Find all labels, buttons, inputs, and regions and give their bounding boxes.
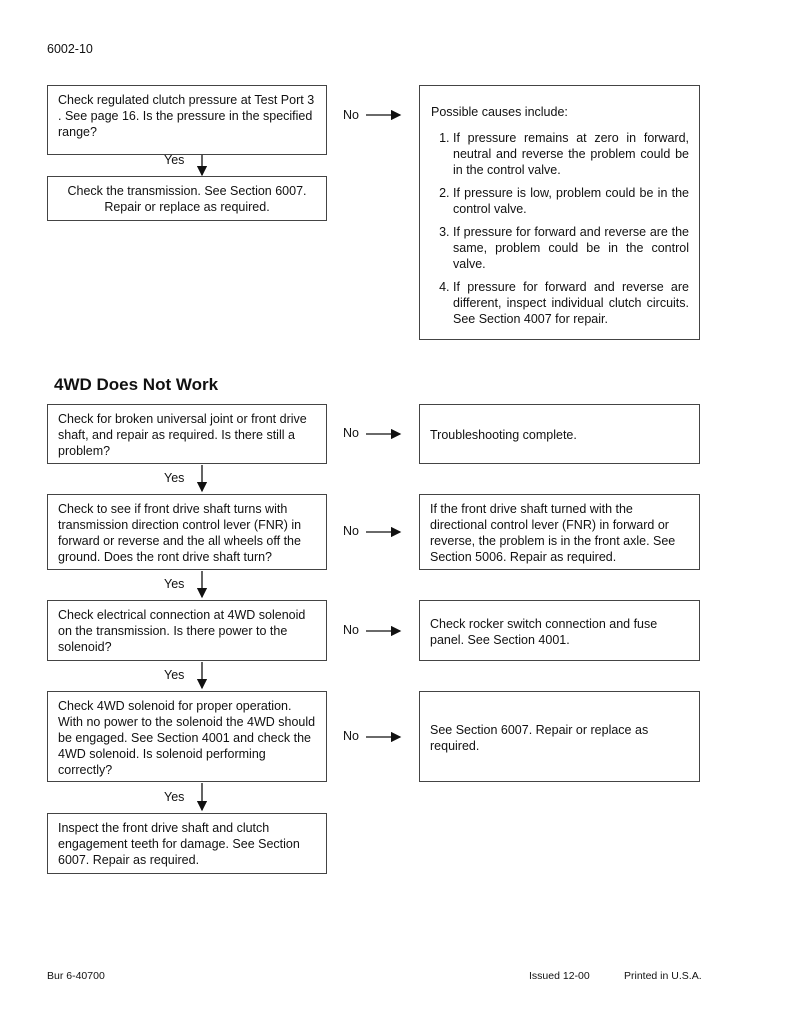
step-text-3: Check electrical connection at 4WD solenoid on the transmission. Is there power to the solenoid? [58,608,306,654]
yes-label: Yes [164,153,185,167]
down-arrow-icon [196,571,208,599]
yes-label: Yes [164,471,185,485]
down-arrow-icon [196,155,208,177]
check-pressure-box [47,85,327,155]
outcome-box-3 [419,600,700,661]
check-transmission-box [47,176,327,221]
cause-item: 2. If pressure is low, problem could be in the control valve. [453,185,689,217]
check-transmission-line1: Check the transmission. See Section 6007. [67,184,307,198]
step-box-1 [47,404,327,464]
possible-causes-list [431,130,689,327]
check-pressure-text: Check regulated clutch pressure at Test Port 3 . See page 16. Is the pressure in the specified range? [58,93,315,139]
down-arrow-icon [196,465,208,493]
step-box-2 [47,494,327,570]
outcome-text-4: See Section 6007. Repair or replace as required. [430,723,649,753]
cause-item: 4. If pressure for forward and reverse are different, inspect individual clutch circuits. See Section 4007 for repair. [453,279,689,327]
step-text-4: Check 4WD solenoid for proper operation. With no power to the solenoid the 4WD should be engaged. See Section 4001 and check the 4WD solenoid. Is solenoid performing correctly? [58,699,316,777]
step-text-5: Inspect the front drive shaft and clutch engagement teeth for damage. See Section 6007. Repair as required. [58,821,300,867]
cause-item: 3. If pressure for forward and reverse are the same, problem could be in the control valve. [453,224,689,272]
right-arrow-icon [366,526,402,538]
step-box-3 [47,600,327,661]
yes-label: Yes [164,577,185,591]
cause-item: 1. If pressure remains at zero in forward, neutral and reverse the problem could be in the control valve. [453,130,689,178]
outcome-box-4 [419,691,700,782]
yes-label: Yes [164,668,185,682]
no-label: No [343,623,359,637]
check-transmission-line2: Repair or replace as required. [104,200,270,214]
section-title: 4WD Does Not Work [54,375,219,394]
outcome-text-1: Troubleshooting complete. [430,428,577,442]
outcome-text-2: If the front drive shaft turned with the directional control lever (FNR) in forward or reverse, the problem is in the front axle. See Section 5006. Repair as required. [430,502,676,564]
yes-label: Yes [164,790,185,804]
outcome-box-1 [419,404,700,464]
no-label: No [343,524,359,538]
step-box-5 [47,813,327,874]
right-arrow-icon [366,109,402,121]
step-text-1: Check for broken universal joint or front drive shaft, and repair as required. Is there still a problem? [58,412,307,458]
outcome-box-2 [419,494,700,570]
down-arrow-icon [196,662,208,690]
down-arrow-icon [196,783,208,812]
footer-issued: Issued 12-00 [529,970,590,982]
step-box-4 [47,691,327,782]
possible-causes-title: Possible causes include: [431,105,568,119]
right-arrow-icon [366,428,402,440]
no-label: No [343,108,359,122]
right-arrow-icon [366,731,402,743]
page-number: 6002-10 [47,42,93,56]
no-label: No [343,729,359,743]
footer-doc-number: Bur 6-40700 [47,970,105,982]
possible-causes-box [419,85,700,340]
right-arrow-icon [366,625,402,637]
footer-printed: Printed in U.S.A. [624,970,702,982]
step-text-2: Check to see if front drive shaft turns with transmission direction control lever (FNR) in forward or reverse and the all wheels off the ground. Does the ront drive shaft turn? [58,502,302,564]
no-label: No [343,426,359,440]
outcome-text-3: Check rocker switch connection and fuse panel. See Section 4001. [430,617,658,647]
